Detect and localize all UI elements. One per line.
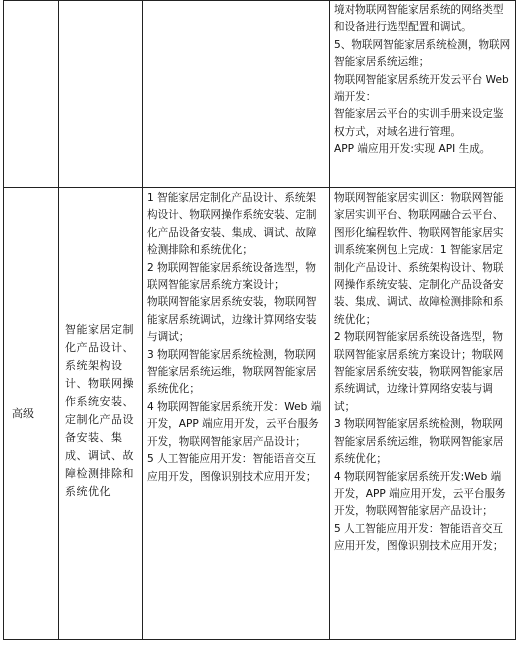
environment-cell-continued [330,1,516,188]
env-paragraph: 5、物联网智能家居系统检测，物联网智能家居系统运维； [334,38,511,69]
env-paragraph: 4 物联网智能家居系统开发:Web 端开发，APP 端应用开发，云平台服务开发，物联网智能家居产品设计； [334,470,506,518]
env-paragraph: APP 端应用开发:实现 API 生成。 [334,143,491,156]
content-paragraph: 物联网智能家居系统安装，物联网智能家居系统调试，边缘计算网络安装与调试； [147,296,317,344]
content-paragraph: 3 物联网智能家居系统检测，物联网智能家居系统运维，物联网智能家居系统优化； [147,348,317,396]
environment-cell [330,188,516,640]
table-row [4,1,516,188]
goal-cell [59,188,143,640]
env-paragraph: 3 物联网智能家居系统检测，物联网智能家居系统运维，物联网智能家居系统优化； [334,418,504,466]
env-paragraph: 2 物联网智能家居系统设备选型，物联网智能家居系统方案设计；物联网智能家居系统安装，物联网智能家居系统调试，边缘计算网络安装与调试； [334,331,504,413]
table-row [4,188,516,640]
env-paragraph: 物联网智能家居实训区：物联网智能家居实训平台、物联网融合云平台、图形化编程软件、物联网智能家居实训系统案例包上完成：1 智能家居定制化产品设计、系统架构设计、物联网操作系统安装、定制化产品设备安装、集成、调试、故障检测排除和系统优化； [334,192,504,326]
goal-text: 智能家居定制化产品设计、系统架构设计、物联网操作系统安装、定制化产品设备安装、集成、调试、故障检测排除和系统优化 [65,322,134,498]
env-paragraph: 境对物联网智能家居系统的网络类型和设备进行选型配置和调试。 [334,4,504,34]
content-paragraph: 4 物联网智能家居系统开发：Web 端开发，APP 端应用开发，云平台服务开发，物联网智能家居产品设计； [147,400,322,448]
env-paragraph: 5 人工智能应用开发：智能语音交互应用开发，图像识别技术应用开发； [334,522,504,553]
level-cell-continued [4,1,59,188]
goal-cell-continued [59,1,143,188]
content-paragraph: 2 物联网智能家居系统设备选型，物联网智能家居系统方案设计； [147,261,317,292]
env-paragraph: 智能家居云平台的实训手册来设定鉴权方式，对域名进行管理。 [334,108,504,138]
level-cell: 高级 [4,188,59,640]
content-cell [143,188,330,640]
training-table [3,0,516,640]
content-paragraph: 1 智能家居定制化产品设计、系统架构设计、物联网操作系统安装、定制化产品设备安装、集成、调试、故障检测排除和系统优化； [147,192,317,257]
env-paragraph: 物联网智能家居系统开发云平台 Web 端开发： [334,73,509,104]
content-paragraph: 5 人工智能应用开发：智能语音交互应用开发，图像识别技术应用开发； [147,453,317,483]
content-cell-continued [143,1,330,188]
